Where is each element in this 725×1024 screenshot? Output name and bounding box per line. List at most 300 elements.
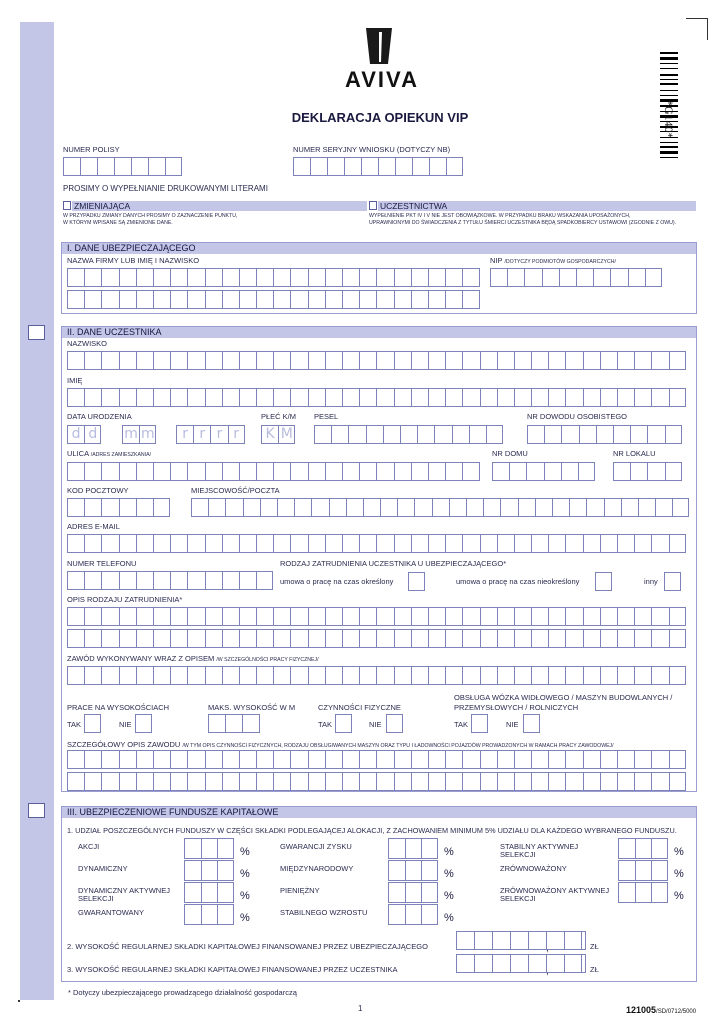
char-box[interactable] xyxy=(428,268,445,287)
char-box[interactable] xyxy=(67,462,84,481)
char-box[interactable] xyxy=(480,666,497,685)
char-box[interactable] xyxy=(514,351,531,370)
char-box[interactable] xyxy=(388,904,405,925)
char-box[interactable] xyxy=(153,388,170,407)
char-box[interactable] xyxy=(559,268,576,287)
char-box[interactable] xyxy=(325,268,342,287)
char-box[interactable] xyxy=(376,607,393,626)
char-box[interactable] xyxy=(131,157,148,176)
option-change-checkbox[interactable] xyxy=(63,201,71,210)
char-box[interactable] xyxy=(342,388,359,407)
char-box[interactable] xyxy=(187,750,204,769)
char-box[interactable] xyxy=(510,954,528,973)
char-box[interactable] xyxy=(600,607,617,626)
char-box[interactable] xyxy=(222,290,239,309)
char-box[interactable] xyxy=(101,750,118,769)
char-box[interactable] xyxy=(394,772,411,791)
char-box[interactable] xyxy=(67,607,84,626)
char-box[interactable] xyxy=(600,629,617,648)
char-box[interactable] xyxy=(394,607,411,626)
char-box[interactable] xyxy=(119,351,136,370)
char-box[interactable] xyxy=(651,607,668,626)
char-box[interactable] xyxy=(394,462,411,481)
surname-boxes[interactable] xyxy=(67,351,686,370)
char-box[interactable] xyxy=(645,268,662,287)
nip-boxes[interactable] xyxy=(490,268,662,287)
char-box[interactable] xyxy=(184,904,201,925)
char-box[interactable] xyxy=(170,534,187,553)
char-box[interactable] xyxy=(617,772,634,791)
char-box[interactable] xyxy=(359,268,376,287)
char-box[interactable] xyxy=(434,425,451,444)
char-box[interactable] xyxy=(119,607,136,626)
char-box[interactable] xyxy=(119,388,136,407)
char-box[interactable] xyxy=(428,388,445,407)
char-box[interactable] xyxy=(153,750,170,769)
char-box[interactable] xyxy=(119,666,136,685)
serial-number-boxes[interactable] xyxy=(293,157,463,176)
char-box[interactable] xyxy=(497,666,514,685)
char-box[interactable] xyxy=(222,629,239,648)
char-box[interactable] xyxy=(514,750,531,769)
street-boxes[interactable] xyxy=(67,462,480,481)
char-box[interactable] xyxy=(361,157,378,176)
char-box[interactable] xyxy=(466,498,483,517)
char-box[interactable] xyxy=(67,772,84,791)
char-box[interactable] xyxy=(84,666,101,685)
char-box[interactable] xyxy=(480,607,497,626)
char-box[interactable] xyxy=(480,629,497,648)
char-box[interactable] xyxy=(273,290,290,309)
char-box[interactable] xyxy=(208,714,225,733)
char-box[interactable] xyxy=(136,290,153,309)
char-box[interactable] xyxy=(273,462,290,481)
fund-percent-boxes[interactable] xyxy=(388,838,438,859)
char-box[interactable] xyxy=(634,388,651,407)
char-box[interactable] xyxy=(480,750,497,769)
char-box[interactable] xyxy=(308,462,325,481)
char-box[interactable] xyxy=(630,462,647,481)
char-box[interactable] xyxy=(462,290,479,309)
char-box[interactable] xyxy=(445,462,462,481)
char-box[interactable] xyxy=(153,268,170,287)
occupation-boxes[interactable] xyxy=(67,666,686,685)
char-box[interactable] xyxy=(217,904,234,925)
char-box[interactable] xyxy=(618,882,635,903)
char-box[interactable] xyxy=(669,666,686,685)
char-box[interactable] xyxy=(101,629,118,648)
char-box[interactable] xyxy=(290,534,307,553)
char-box[interactable]: d xyxy=(84,425,101,444)
char-box[interactable] xyxy=(363,498,380,517)
char-box[interactable] xyxy=(462,750,479,769)
char-box[interactable] xyxy=(565,351,582,370)
detail-row-2[interactable] xyxy=(67,772,686,791)
char-box[interactable] xyxy=(359,462,376,481)
char-box[interactable] xyxy=(634,629,651,648)
char-box[interactable] xyxy=(617,750,634,769)
char-box[interactable] xyxy=(651,534,668,553)
char-box[interactable] xyxy=(84,351,101,370)
char-box[interactable] xyxy=(449,498,466,517)
char-box[interactable] xyxy=(618,838,635,859)
char-box[interactable] xyxy=(187,462,204,481)
char-box[interactable] xyxy=(480,534,497,553)
forklift-yes-checkbox[interactable] xyxy=(471,714,488,733)
char-box[interactable] xyxy=(256,290,273,309)
char-box[interactable] xyxy=(514,607,531,626)
char-box[interactable] xyxy=(421,882,438,903)
char-box[interactable] xyxy=(187,629,204,648)
char-box[interactable] xyxy=(67,750,84,769)
char-box[interactable] xyxy=(634,351,651,370)
char-box[interactable] xyxy=(256,629,273,648)
char-box[interactable] xyxy=(273,388,290,407)
char-box[interactable] xyxy=(628,268,645,287)
char-box[interactable] xyxy=(217,860,234,881)
char-box[interactable] xyxy=(136,571,153,590)
char-box[interactable] xyxy=(222,534,239,553)
char-box[interactable] xyxy=(170,388,187,407)
char-box[interactable] xyxy=(669,629,686,648)
char-box[interactable] xyxy=(273,772,290,791)
char-box[interactable] xyxy=(417,425,434,444)
char-box[interactable] xyxy=(635,838,652,859)
char-box[interactable] xyxy=(411,388,428,407)
char-box[interactable] xyxy=(153,498,170,517)
char-box[interactable] xyxy=(273,534,290,553)
char-box[interactable] xyxy=(445,750,462,769)
char-box[interactable] xyxy=(565,629,582,648)
char-box[interactable] xyxy=(405,838,422,859)
char-box[interactable] xyxy=(531,607,548,626)
char-box[interactable] xyxy=(583,772,600,791)
char-box[interactable] xyxy=(635,882,652,903)
char-box[interactable] xyxy=(359,534,376,553)
char-box[interactable] xyxy=(293,157,310,176)
char-box[interactable] xyxy=(325,607,342,626)
char-box[interactable] xyxy=(67,666,84,685)
char-box[interactable] xyxy=(342,629,359,648)
char-box[interactable] xyxy=(205,290,222,309)
char-box[interactable] xyxy=(84,772,101,791)
char-box[interactable] xyxy=(462,666,479,685)
char-box[interactable]: r xyxy=(228,425,245,444)
char-box[interactable] xyxy=(411,772,428,791)
char-box[interactable] xyxy=(242,714,259,733)
company-name-row-2[interactable] xyxy=(67,290,480,309)
char-box[interactable] xyxy=(342,268,359,287)
char-box[interactable] xyxy=(405,860,422,881)
char-box[interactable] xyxy=(101,351,118,370)
birth-day-boxes[interactable] xyxy=(67,425,101,444)
char-box[interactable] xyxy=(359,750,376,769)
char-box[interactable] xyxy=(604,498,621,517)
char-box[interactable] xyxy=(492,931,510,950)
pesel-boxes[interactable] xyxy=(314,425,503,444)
char-box[interactable] xyxy=(222,750,239,769)
char-box[interactable] xyxy=(136,750,153,769)
char-box[interactable] xyxy=(222,772,239,791)
char-box[interactable] xyxy=(153,607,170,626)
char-box[interactable] xyxy=(651,882,668,903)
char-box[interactable] xyxy=(222,462,239,481)
char-box[interactable] xyxy=(394,666,411,685)
char-box[interactable] xyxy=(325,666,342,685)
char-box[interactable] xyxy=(474,931,492,950)
emp-desc-row-2[interactable] xyxy=(67,629,686,648)
char-box[interactable] xyxy=(617,666,634,685)
char-box[interactable] xyxy=(531,629,548,648)
char-box[interactable] xyxy=(394,290,411,309)
char-box[interactable] xyxy=(273,607,290,626)
option-participation-checkbox[interactable] xyxy=(369,201,377,210)
char-box[interactable] xyxy=(187,772,204,791)
char-box[interactable] xyxy=(273,666,290,685)
char-box[interactable] xyxy=(153,666,170,685)
fund-percent-boxes[interactable] xyxy=(618,838,668,859)
char-box[interactable] xyxy=(544,425,561,444)
char-box[interactable] xyxy=(222,388,239,407)
char-box[interactable] xyxy=(84,607,101,626)
char-box[interactable] xyxy=(548,534,565,553)
char-box[interactable] xyxy=(342,666,359,685)
fund-percent-boxes[interactable] xyxy=(388,882,438,903)
char-box[interactable] xyxy=(552,498,569,517)
char-box[interactable] xyxy=(84,498,101,517)
char-box[interactable] xyxy=(273,750,290,769)
char-box[interactable] xyxy=(84,629,101,648)
char-box[interactable] xyxy=(273,351,290,370)
char-box[interactable]: K xyxy=(261,425,278,444)
char-box[interactable] xyxy=(119,290,136,309)
char-box[interactable] xyxy=(411,607,428,626)
char-box[interactable] xyxy=(600,666,617,685)
char-box[interactable] xyxy=(63,157,80,176)
char-box[interactable] xyxy=(342,750,359,769)
char-box[interactable] xyxy=(344,157,361,176)
char-box[interactable] xyxy=(462,351,479,370)
char-box[interactable] xyxy=(310,157,327,176)
char-box[interactable] xyxy=(578,462,595,481)
char-box[interactable] xyxy=(201,882,218,903)
emp-fixed-checkbox[interactable] xyxy=(408,572,425,591)
char-box[interactable] xyxy=(497,629,514,648)
char-box[interactable] xyxy=(205,351,222,370)
char-box[interactable] xyxy=(462,772,479,791)
char-box[interactable] xyxy=(474,954,492,973)
char-box[interactable] xyxy=(651,838,668,859)
char-box[interactable] xyxy=(136,462,153,481)
char-box[interactable] xyxy=(561,425,578,444)
char-box[interactable] xyxy=(617,607,634,626)
char-box[interactable] xyxy=(170,462,187,481)
char-box[interactable] xyxy=(205,388,222,407)
char-box[interactable] xyxy=(153,772,170,791)
char-box[interactable] xyxy=(205,666,222,685)
char-box[interactable] xyxy=(548,351,565,370)
char-box[interactable] xyxy=(411,462,428,481)
char-box[interactable] xyxy=(565,666,582,685)
char-box[interactable] xyxy=(239,534,256,553)
char-box[interactable] xyxy=(514,388,531,407)
char-box[interactable] xyxy=(101,268,118,287)
max-height-boxes[interactable] xyxy=(208,714,260,733)
char-box[interactable] xyxy=(411,268,428,287)
char-box[interactable] xyxy=(376,351,393,370)
char-box[interactable] xyxy=(359,629,376,648)
char-box[interactable] xyxy=(394,268,411,287)
section-2-marker[interactable] xyxy=(28,325,45,340)
char-box[interactable] xyxy=(201,838,218,859)
char-box[interactable] xyxy=(239,290,256,309)
char-box[interactable] xyxy=(561,462,578,481)
char-box[interactable] xyxy=(600,388,617,407)
char-box[interactable] xyxy=(308,629,325,648)
char-box[interactable] xyxy=(290,666,307,685)
char-box[interactable] xyxy=(308,607,325,626)
char-box[interactable] xyxy=(277,498,294,517)
char-box[interactable] xyxy=(405,904,422,925)
char-box[interactable] xyxy=(205,268,222,287)
char-box[interactable] xyxy=(205,571,222,590)
char-box[interactable] xyxy=(665,462,682,481)
policy-number-boxes[interactable] xyxy=(63,157,182,176)
char-box[interactable] xyxy=(256,268,273,287)
char-box[interactable] xyxy=(514,772,531,791)
char-box[interactable] xyxy=(153,534,170,553)
char-box[interactable] xyxy=(119,772,136,791)
char-box[interactable] xyxy=(411,629,428,648)
char-box[interactable] xyxy=(359,290,376,309)
char-box[interactable] xyxy=(509,462,526,481)
fund-percent-boxes[interactable] xyxy=(388,860,438,881)
char-box[interactable] xyxy=(462,388,479,407)
char-box[interactable] xyxy=(497,388,514,407)
char-box[interactable] xyxy=(613,462,630,481)
char-box[interactable] xyxy=(531,750,548,769)
char-box[interactable] xyxy=(170,607,187,626)
char-box[interactable] xyxy=(445,351,462,370)
char-box[interactable] xyxy=(208,498,225,517)
char-box[interactable] xyxy=(260,498,277,517)
char-box[interactable] xyxy=(638,498,655,517)
char-box[interactable] xyxy=(376,750,393,769)
char-box[interactable] xyxy=(376,629,393,648)
id-number-boxes[interactable] xyxy=(527,425,682,444)
char-box[interactable] xyxy=(394,351,411,370)
char-box[interactable] xyxy=(84,268,101,287)
char-box[interactable] xyxy=(256,388,273,407)
char-box[interactable] xyxy=(359,388,376,407)
char-box[interactable] xyxy=(548,388,565,407)
char-box[interactable] xyxy=(394,534,411,553)
char-box[interactable] xyxy=(114,157,131,176)
char-box[interactable] xyxy=(618,860,635,881)
char-box[interactable] xyxy=(170,290,187,309)
char-box[interactable] xyxy=(205,462,222,481)
char-box[interactable] xyxy=(290,750,307,769)
char-box[interactable] xyxy=(256,750,273,769)
char-box[interactable] xyxy=(342,772,359,791)
char-box[interactable] xyxy=(239,772,256,791)
char-box[interactable] xyxy=(531,666,548,685)
char-box[interactable] xyxy=(456,954,474,973)
char-box[interactable] xyxy=(101,534,118,553)
char-box[interactable] xyxy=(527,425,544,444)
char-box[interactable] xyxy=(222,607,239,626)
char-box[interactable] xyxy=(325,462,342,481)
char-box[interactable] xyxy=(480,351,497,370)
premium-participant-boxes-2[interactable] xyxy=(552,954,586,973)
char-box[interactable] xyxy=(170,268,187,287)
char-box[interactable] xyxy=(669,772,686,791)
char-box[interactable] xyxy=(394,750,411,769)
char-box[interactable] xyxy=(600,772,617,791)
char-box[interactable] xyxy=(342,290,359,309)
char-box[interactable] xyxy=(669,388,686,407)
char-box[interactable] xyxy=(565,772,582,791)
char-box[interactable]: m xyxy=(122,425,139,444)
char-box[interactable] xyxy=(428,462,445,481)
flat-number-boxes[interactable] xyxy=(613,462,682,481)
city-boxes[interactable] xyxy=(191,498,689,517)
char-box[interactable] xyxy=(67,290,84,309)
char-box[interactable] xyxy=(617,629,634,648)
char-box[interactable] xyxy=(153,462,170,481)
char-box[interactable] xyxy=(217,882,234,903)
char-box[interactable] xyxy=(514,629,531,648)
char-box[interactable] xyxy=(394,629,411,648)
char-box[interactable] xyxy=(325,629,342,648)
char-box[interactable] xyxy=(376,462,393,481)
char-box[interactable] xyxy=(634,607,651,626)
heights-no-checkbox[interactable] xyxy=(135,714,152,733)
char-box[interactable] xyxy=(548,772,565,791)
char-box[interactable] xyxy=(256,462,273,481)
char-box[interactable] xyxy=(576,268,593,287)
char-box[interactable] xyxy=(331,425,348,444)
char-box[interactable] xyxy=(308,388,325,407)
char-box[interactable] xyxy=(308,666,325,685)
char-box[interactable] xyxy=(184,838,201,859)
char-box[interactable] xyxy=(376,268,393,287)
char-box[interactable] xyxy=(456,931,474,950)
char-box[interactable] xyxy=(497,607,514,626)
char-box[interactable] xyxy=(136,351,153,370)
char-box[interactable] xyxy=(205,750,222,769)
char-box[interactable] xyxy=(170,666,187,685)
char-box[interactable] xyxy=(565,750,582,769)
char-box[interactable] xyxy=(462,534,479,553)
char-box[interactable] xyxy=(308,290,325,309)
char-box[interactable] xyxy=(225,498,242,517)
char-box[interactable] xyxy=(153,351,170,370)
fund-percent-boxes[interactable] xyxy=(184,838,234,859)
char-box[interactable] xyxy=(153,571,170,590)
char-box[interactable] xyxy=(308,772,325,791)
char-box[interactable] xyxy=(600,351,617,370)
char-box[interactable] xyxy=(634,772,651,791)
char-box[interactable] xyxy=(528,931,546,950)
char-box[interactable] xyxy=(617,388,634,407)
char-box[interactable] xyxy=(610,268,627,287)
fund-percent-boxes[interactable] xyxy=(184,860,234,881)
char-box[interactable] xyxy=(205,629,222,648)
char-box[interactable] xyxy=(651,666,668,685)
char-box[interactable] xyxy=(187,351,204,370)
char-box[interactable] xyxy=(411,750,428,769)
